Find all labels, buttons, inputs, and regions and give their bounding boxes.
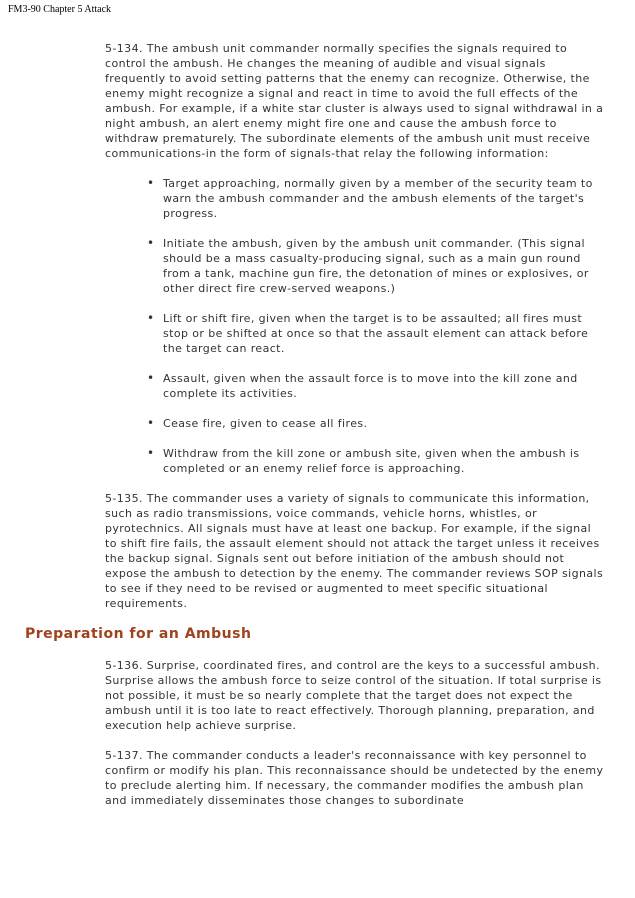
list-item-initiate-ambush: • Initiate the ambush, given by the ambush unit commander. (This signal should be a mass casualty-producing signal, such as a main gun round from a tank, machine gun fire, the detonation of mines or explosives, or other direct fire crew-served weapons.) — [163, 236, 605, 296]
paragraph-5-134: 5-134. The ambush unit commander normally specifies the signals required to control the ambush. He changes the meaning of audible and visual signals frequently to avoid setting patterns that the enemy can recognize. Otherwise, the enemy might recognize a signal and react in time to avoid the full effects of the ambush. For example, if a white star cluster is always used to signal withdrawal in a night ambush, an alert enemy might fire one and cause the ambush force to withdraw prematurely. The subordinate elements of the ambush unit must receive communications-in the form of signals-that relay the following information: — [105, 42, 604, 160]
document-content — [0, 15, 635, 808]
list-item-lift-or-shift-fire: • Lift or shift fire, given when the target is to be assaulted; all fires must stop or be shifted at once so that the assault element can attack before the target can react. — [163, 311, 605, 356]
page-header-title: FM3-90 Chapter 5 Attack — [8, 4, 112, 15]
list-item-target-approaching: • Target approaching, normally given by a member of the security team to warn the ambush commander and the ambush elements of the target's progress. — [163, 176, 605, 221]
list-item-assault: • Assault, given when the assault force is to move into the kill zone and complete its activities. — [163, 371, 605, 401]
paragraph-5-136: 5-136. Surprise, coordinated fires, and control are the keys to a successful ambush. Surprise allows the ambush force to seize control of the situation. If total surprise is not possible, it must be so nearly complete that the target does not expect the ambush until it is too late to react effectively. Thorough planning, preparation, and execution help achieve surprise. — [105, 659, 602, 732]
ambush-signals-bullet-list — [25, 176, 605, 476]
list-item-withdraw: • Withdraw from the kill zone or ambush site, given when the ambush is completed or an enemy relief force is approaching. — [163, 446, 605, 476]
section-heading-preparation-for-an-ambush: Preparation for an Ambush — [25, 626, 252, 642]
paragraph-5-137: 5-137. The commander conducts a leader's reconnaissance with key personnel to confirm or modify his plan. This reconnaissance should be undetected by the enemy to preclude alerting him. If necessary, the commander modifies the ambush plan and immediately disseminates those changes to subordinate — [105, 749, 604, 807]
paragraph-5-135: 5-135. The commander uses a variety of signals to communicate this information, such as radio transmissions, voice commands, vehicle horns, whistles, or pyrotechnics. All signals must have at least one backup. For example, if the signal to shift fire fails, the assault element should not attack the target unless it receives the backup signal. Signals sent out before initiation of the ambush should not expose the ambush to detection by the enemy. The commander reviews SOP signals to see if they need to be revised or augmented to meet specific situational requirements. — [105, 492, 604, 610]
list-item-cease-fire: • Cease fire, given to cease all fires. — [163, 416, 605, 431]
